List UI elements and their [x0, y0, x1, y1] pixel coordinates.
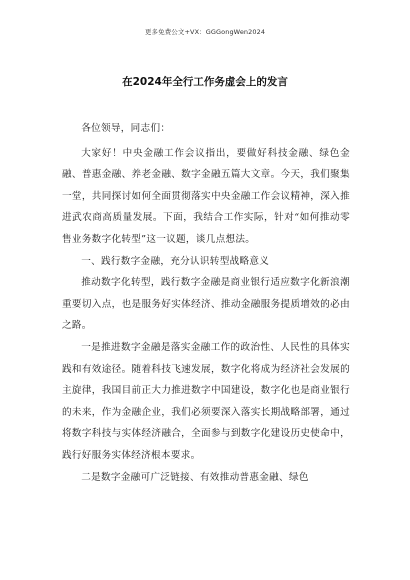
document-body [62, 118, 350, 488]
paragraph-point-1: 一是推进数字金融是落实金融工作的政治性、人民性的具体实践和有效途径。随着科技飞速发展，数字化将成为经济社会发展的主旋律，我国目前正大力推进数字中国建设，数字化也是商业银行的未来，作为金融企业，我们必须要深入落实长期战略部署，通过将数字科技与实体经济融合，全面参与到数字化建设历史使命中，践行好服务实体经济根本要求。 [62, 341, 350, 461]
salutation: 各位领导，同志们： [81, 123, 171, 134]
section-heading-1: 一、践行数字金融，充分认识转型战略意义 [81, 255, 270, 267]
paragraph-section-1: 推动数字化转型，践行数字金融是商业银行适应数字化新浪潮重要切入点，也是服务好实体经济、推动金融服务提质增效的必由之路。 [62, 277, 350, 332]
paragraph-point-2: 二是数字金融可广泛链接、有效推动普惠金融、绿色 [81, 471, 309, 483]
header-note: 更多免费公文+VX：GGGongWen2024 [144, 28, 266, 36]
document-title: 在2024年全行工作务虚会上的发言 [122, 76, 288, 88]
paragraph-intro: 大家好！中央金融工作会议指出，要做好科技金融、绿色金融、普惠金融、养老金融、数字金融五篇大文章。今天，我们聚集一堂，共同探讨如何全面贯彻落实中央金融工作会议精神，深入推进武农商高质量发展。下面，我结合工作实际，针对“如何推动零售业务数字化转型”这一议题，谈几点想法。 [62, 147, 350, 245]
